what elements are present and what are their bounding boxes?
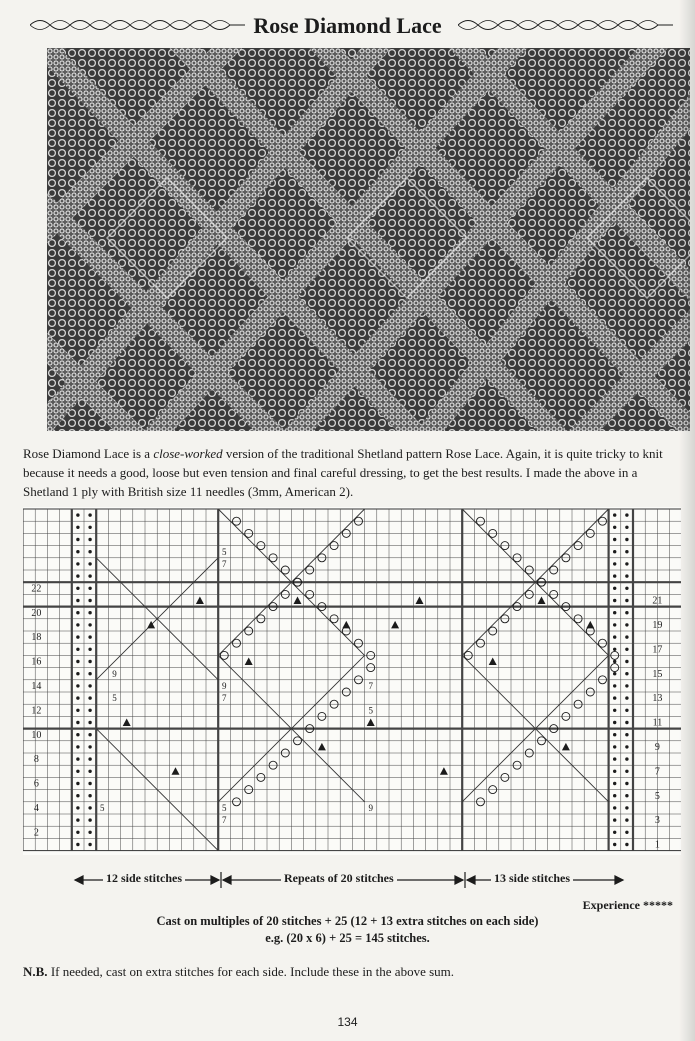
purl-dot [76, 599, 79, 602]
lace-photo [47, 48, 690, 431]
right-row-label: 21 [652, 595, 663, 607]
purl-dot [625, 623, 628, 626]
purl-dot [625, 574, 628, 577]
purl-dot [76, 513, 79, 516]
purl-dot [76, 696, 79, 699]
left-row-label: 12 [31, 705, 42, 717]
purl-dot [88, 709, 91, 712]
purl-dot [76, 648, 79, 651]
purl-dot [613, 538, 616, 541]
purl-dot [88, 550, 91, 553]
knit-together-triangle [489, 658, 497, 666]
knit-together-triangle [562, 743, 570, 751]
purl-dot [625, 831, 628, 834]
purl-dot [76, 660, 79, 663]
right-row-label: 15 [652, 668, 663, 680]
repeat-stitches-label: Repeats of 20 stitches [281, 871, 397, 886]
purl-dot [88, 770, 91, 773]
purl-dot [76, 623, 79, 626]
left-row-label: 6 [33, 778, 39, 790]
purl-dot [88, 648, 91, 651]
purl-dot [76, 745, 79, 748]
note-label: N.B. [23, 964, 48, 979]
purl-dot [76, 538, 79, 541]
purl-dot [625, 648, 628, 651]
purl-dot [625, 843, 628, 846]
purl-dot [88, 831, 91, 834]
left-row-label: 16 [31, 656, 42, 668]
cell-number: 9 [368, 803, 373, 813]
purl-dot [613, 562, 616, 565]
purl-dot [613, 660, 616, 663]
purl-dot [76, 770, 79, 773]
purl-dot [625, 818, 628, 821]
cell-number: 5 [222, 803, 227, 813]
purl-dot [625, 696, 628, 699]
right-row-label: 11 [652, 717, 663, 729]
purl-dot [613, 635, 616, 638]
purl-dot [625, 513, 628, 516]
knit-together-triangle [586, 621, 594, 629]
purl-dot [625, 550, 628, 553]
purl-dot [88, 733, 91, 736]
purl-dot [88, 526, 91, 529]
purl-dot [613, 721, 616, 724]
purl-dot [76, 757, 79, 760]
cell-number: 7 [222, 559, 227, 569]
title-row [0, 8, 695, 48]
cell-number: 5 [368, 705, 373, 716]
purl-dot [88, 574, 91, 577]
purl-dot [625, 757, 628, 760]
knit-together-triangle [367, 719, 375, 727]
left-row-label: 14 [31, 681, 42, 692]
purl-dot [613, 513, 616, 516]
purl-dot [613, 587, 616, 590]
right-row-label: 7 [654, 766, 660, 778]
left-row-label: 4 [33, 803, 39, 814]
right-row-label: 19 [652, 620, 663, 631]
purl-dot [88, 599, 91, 602]
purl-dot [88, 611, 91, 614]
right-row-label: 9 [654, 742, 660, 753]
purl-dot [88, 843, 91, 846]
purl-dot [76, 574, 79, 577]
knitted-lace-photo-icon [47, 48, 690, 431]
experience-rating: Experience ***** [582, 898, 673, 912]
purl-dot [88, 818, 91, 821]
knit-together-triangle [245, 658, 253, 666]
purl-dot [76, 782, 79, 785]
left-row-label: 22 [31, 583, 42, 595]
purl-dot [625, 562, 628, 565]
purl-dot [76, 721, 79, 724]
purl-dot [88, 806, 91, 809]
purl-dot [88, 623, 91, 626]
knit-together-triangle [342, 621, 350, 629]
left-row-label: 10 [31, 729, 42, 741]
purl-dot [88, 538, 91, 541]
purl-dot [625, 538, 628, 541]
purl-dot [613, 757, 616, 760]
purl-dot [613, 745, 616, 748]
cell-number: 5 [112, 693, 117, 704]
cell-number: 7 [222, 815, 227, 826]
cell-number: 5 [222, 546, 227, 557]
purl-dot [76, 709, 79, 712]
purl-dot [613, 733, 616, 736]
purl-dot [625, 782, 628, 785]
purl-dot [88, 721, 91, 724]
right-row-label: 1 [654, 839, 660, 851]
right-flourish-icon [458, 14, 673, 36]
purl-dot [88, 587, 91, 590]
purl-dot [613, 782, 616, 785]
right-row-label: 13 [652, 693, 663, 705]
purl-dot [76, 684, 79, 687]
purl-dot [625, 611, 628, 614]
purl-dot [88, 635, 91, 638]
cell-number: 5 [100, 803, 105, 813]
purl-dot [88, 684, 91, 687]
purl-dot [625, 745, 628, 748]
purl-dot [76, 526, 79, 529]
purl-dot [613, 672, 616, 675]
left-row-label: 18 [31, 632, 42, 644]
purl-dot [625, 587, 628, 590]
purl-dot [613, 806, 616, 809]
knit-together-triangle [172, 767, 180, 775]
purl-dot [88, 513, 91, 516]
right-row-label: 5 [654, 790, 660, 802]
purl-dot [613, 684, 616, 687]
purl-dot [625, 599, 628, 602]
note [23, 964, 454, 980]
purl-dot [613, 623, 616, 626]
right-row-label: 3 [654, 815, 660, 827]
purl-dot [613, 831, 616, 834]
purl-dot [88, 562, 91, 565]
purl-dot [76, 843, 79, 846]
section-arrows [23, 870, 681, 890]
knit-together-triangle [391, 621, 399, 629]
purl-dot [76, 562, 79, 565]
purl-dot [76, 550, 79, 553]
purl-dot [613, 574, 616, 577]
intro-paragraph [23, 444, 685, 501]
purl-dot [613, 599, 616, 602]
knit-together-triangle [294, 597, 302, 605]
purl-dot [88, 660, 91, 663]
purl-dot [613, 818, 616, 821]
purl-dot [625, 770, 628, 773]
purl-dot [76, 818, 79, 821]
right-side-stitches-label: 13 side stitches [491, 871, 573, 886]
purl-dot [88, 794, 91, 797]
intro-text-end: version of the traditional Shetland pattern Rose Lace. Again, it is quite tricky to knit because it needs a good, loose but even tension and final careful dressing, to get the best results. I made the above in a Shetland 1 ply with British size 11 needles (3mm, American 2). [23, 446, 663, 499]
purl-dot [88, 757, 91, 760]
purl-dot [613, 526, 616, 529]
knitting-chart [23, 507, 681, 855]
note-text: If needed, cast on extra stitches for each side. Include these in the above sum. [47, 964, 455, 979]
purl-dot [625, 526, 628, 529]
purl-dot [613, 709, 616, 712]
purl-dot [76, 794, 79, 797]
knit-together-triangle [123, 719, 131, 727]
purl-dot [613, 611, 616, 614]
cell-number: 9 [222, 681, 227, 691]
purl-dot [76, 672, 79, 675]
knit-together-triangle [538, 597, 546, 605]
purl-dot [625, 806, 628, 809]
purl-dot [76, 611, 79, 614]
chart-grid [23, 507, 681, 855]
purl-dot [613, 648, 616, 651]
purl-dot [625, 635, 628, 638]
right-row-label: 17 [652, 644, 663, 656]
page-number: 134 [337, 1015, 358, 1029]
purl-dot [625, 684, 628, 687]
left-row-label: 20 [31, 607, 42, 619]
page-title: Rose Diamond Lace [253, 13, 442, 38]
purl-dot [625, 794, 628, 797]
page-edge-shadow [679, 0, 695, 1041]
cast-on-line1: Cast on multiples of 20 stitches + 25 (12 + 13 extra stitches on each side) [156, 914, 539, 928]
purl-dot [625, 721, 628, 724]
purl-dot [88, 696, 91, 699]
purl-dot [613, 794, 616, 797]
purl-dot [88, 782, 91, 785]
purl-dot [613, 770, 616, 773]
cast-on-line2: e.g. (20 x 6) + 25 = 145 stitches. [265, 931, 430, 945]
purl-dot [625, 672, 628, 675]
purl-dot [88, 745, 91, 748]
purl-dot [76, 806, 79, 809]
purl-dot [613, 550, 616, 553]
purl-dot [625, 709, 628, 712]
purl-dot [613, 696, 616, 699]
purl-dot [76, 587, 79, 590]
left-row-label: 8 [33, 754, 39, 766]
cell-number: 7 [222, 693, 227, 704]
knit-together-triangle [318, 743, 326, 751]
purl-dot [76, 635, 79, 638]
purl-dot [76, 831, 79, 834]
purl-dot [625, 733, 628, 736]
left-side-stitches-label: 12 side stitches [103, 871, 185, 886]
purl-dot [88, 672, 91, 675]
purl-dot [625, 660, 628, 663]
left-row-label: 2 [33, 827, 39, 839]
cell-number: 7 [368, 681, 373, 691]
knit-together-triangle [416, 597, 424, 605]
intro-text-start: Rose Diamond Lace is a [23, 446, 154, 461]
purl-dot [613, 843, 616, 846]
purl-dot [76, 733, 79, 736]
knit-together-triangle [440, 767, 448, 775]
knit-together-triangle [196, 597, 204, 605]
intro-emphasis: close-worked [153, 446, 223, 461]
cell-number: 9 [112, 668, 117, 679]
